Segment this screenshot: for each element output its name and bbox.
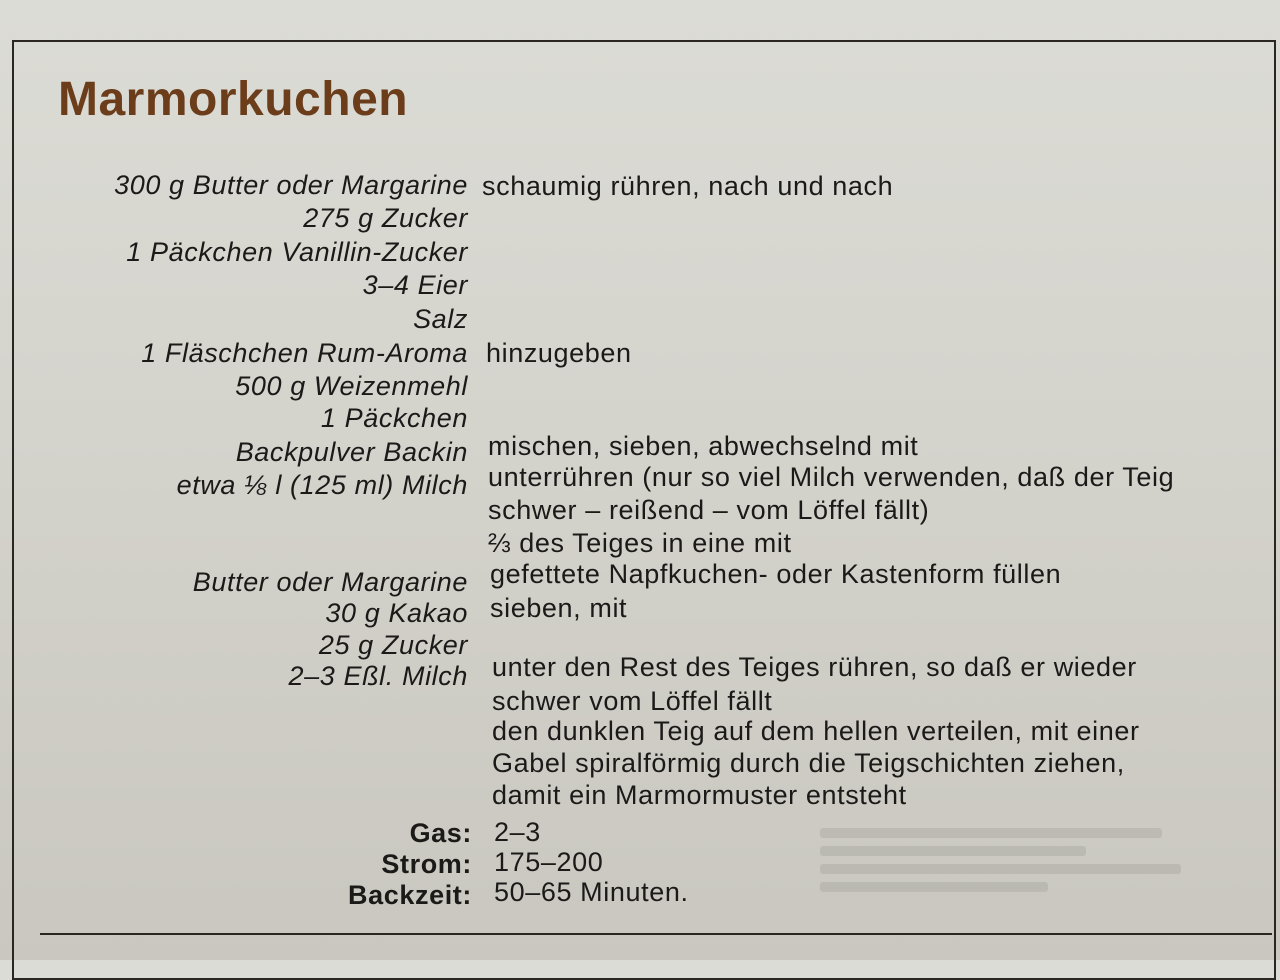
- ingredient-line: etwa ⅛ l (125 ml) Milch: [176, 470, 468, 500]
- gas-label: Gas:: [409, 818, 472, 848]
- instruction-line: hinzugeben: [486, 338, 632, 368]
- bottom-divider: [40, 933, 1272, 935]
- instruction-line: damit ein Marmormuster entsteht: [492, 780, 907, 810]
- ingredient-line: 275 g Zucker: [303, 203, 468, 233]
- instruction-line: mischen, sieben, abwechselnd mit: [488, 431, 919, 461]
- ingredient-line: 500 g Weizenmehl: [235, 371, 468, 401]
- ingredient-line: 3–4 Eier: [362, 270, 468, 300]
- ingredient-line: 1 Päckchen Vanillin-Zucker: [126, 237, 468, 267]
- show-through-text: [820, 820, 1200, 930]
- ingredient-line: 25 g Zucker: [318, 630, 468, 660]
- backzeit-value: 50–65 Minuten.: [494, 877, 689, 907]
- instruction-line: schwer – reißend – vom Löffel fällt): [488, 495, 930, 525]
- ingredient-line: 30 g Kakao: [325, 598, 468, 628]
- ingredient-line: 1 Fläschchen Rum-Aroma: [141, 338, 468, 368]
- instruction-line: Gabel spiralförmig durch die Teigschichten ziehen,: [492, 748, 1125, 778]
- strom-label: Strom:: [381, 849, 472, 879]
- instruction-line: ⅔ des Teiges in eine mit: [488, 528, 792, 558]
- instruction-line: unter den Rest des Teiges rühren, so daß er wieder: [492, 652, 1137, 682]
- ingredient-line: 300 g Butter oder Margarine: [114, 170, 468, 200]
- ingredient-line: 2–3 Eßl. Milch: [288, 661, 468, 691]
- ingredient-line: Butter oder Margarine: [192, 567, 468, 597]
- instruction-line: den dunklen Teig auf dem hellen verteilen, mit einer: [492, 716, 1140, 746]
- instruction-line: schwer vom Löffel fällt: [492, 686, 773, 716]
- instruction-line: unterrühren (nur so viel Milch verwenden, daß der Teig: [488, 462, 1175, 492]
- ingredient-line: Backpulver Backin: [235, 437, 468, 467]
- gas-value: 2–3: [494, 817, 541, 847]
- instruction-line: schaumig rühren, nach und nach: [482, 171, 894, 201]
- recipe-title: Marmorkuchen: [58, 73, 409, 126]
- strom-value: 175–200: [494, 847, 604, 877]
- instruction-line: gefettete Napfkuchen- oder Kastenform füllen: [490, 559, 1062, 589]
- ingredient-line: 1 Päckchen: [320, 403, 468, 433]
- instruction-line: sieben, mit: [490, 593, 628, 623]
- ingredient-line: Salz: [413, 304, 468, 334]
- backzeit-label: Backzeit:: [348, 880, 472, 910]
